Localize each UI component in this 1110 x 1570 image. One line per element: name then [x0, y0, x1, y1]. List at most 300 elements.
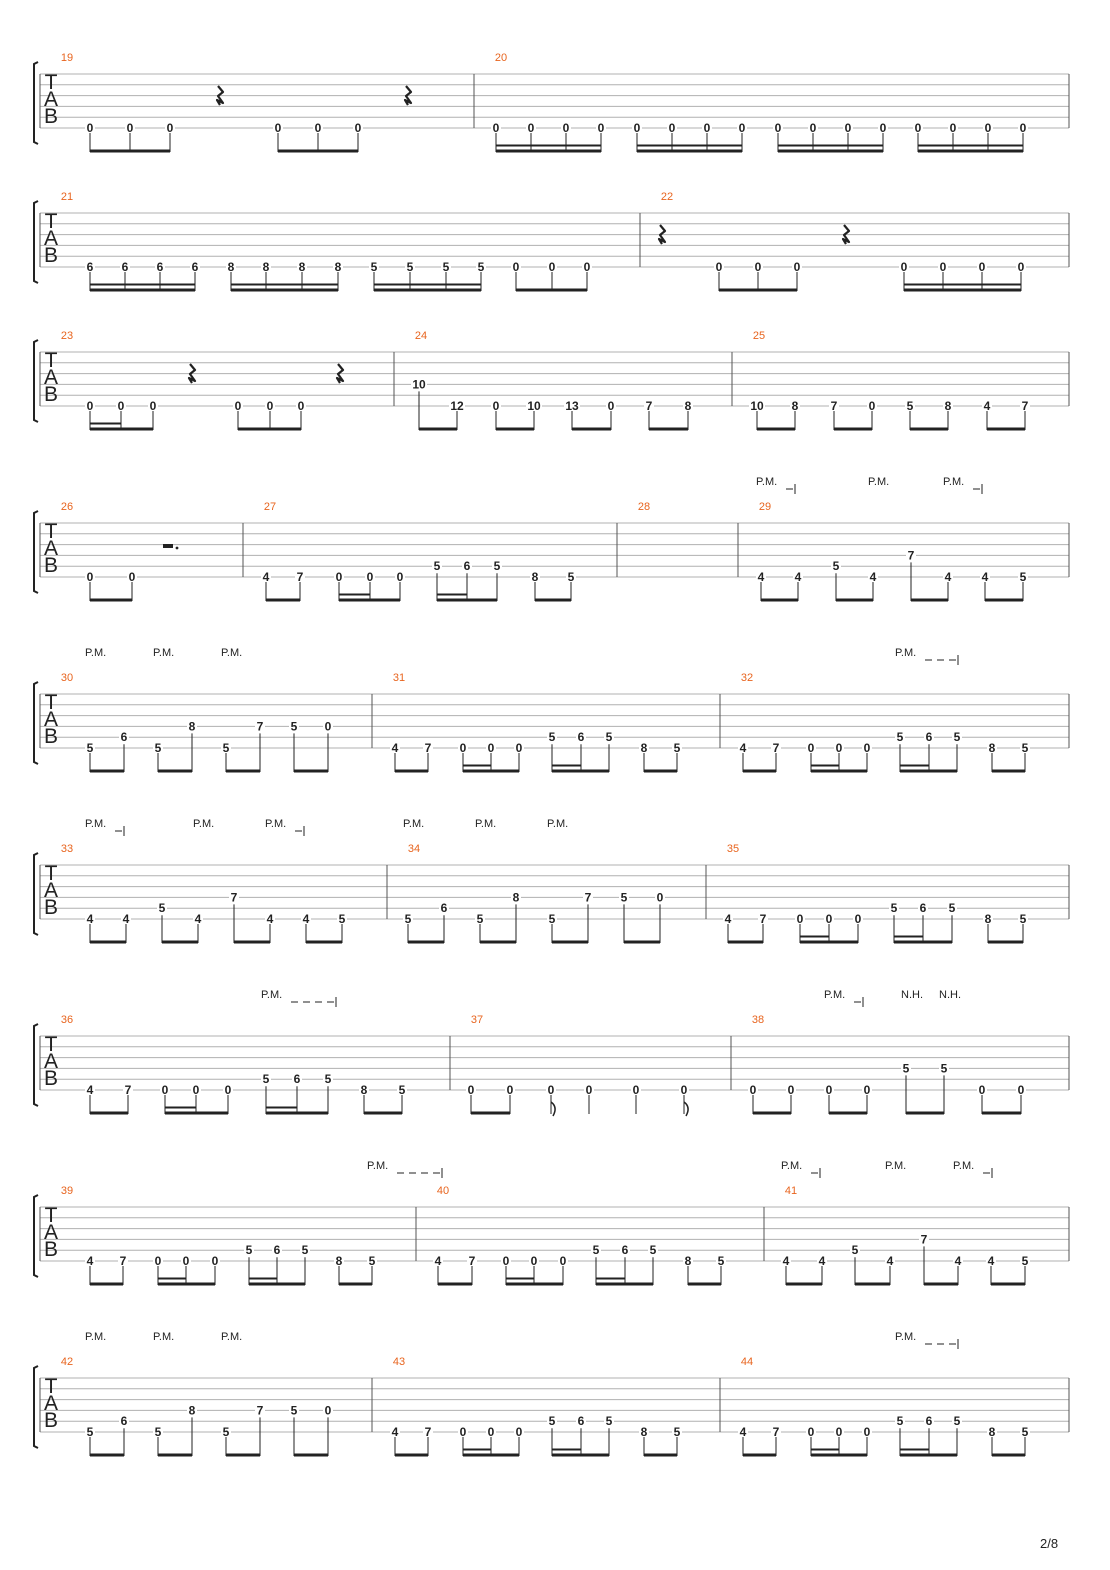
- beam-secondary: [437, 594, 467, 596]
- half-rest-icon: [163, 544, 173, 548]
- measure-number: 43: [392, 1356, 406, 1368]
- fret-number: 0: [1019, 121, 1027, 135]
- fret-number: 8: [640, 1425, 648, 1439]
- beam: [249, 1283, 305, 1286]
- fret-number: 8: [944, 399, 952, 413]
- fret-number: 4: [944, 570, 952, 584]
- beam: [90, 770, 124, 773]
- fret-number: 6: [925, 730, 933, 745]
- beam: [829, 1112, 867, 1115]
- fret-number: 0: [863, 1425, 871, 1439]
- fret-number: 7: [296, 570, 304, 584]
- fret-number: 8: [791, 399, 799, 413]
- tab-system: [34, 52, 1069, 153]
- beam: [987, 428, 1025, 431]
- fret-number: 7: [759, 912, 767, 926]
- measure-28: [638, 501, 650, 513]
- fret-number: 4: [266, 912, 274, 926]
- fret-number: 0: [224, 1083, 232, 1097]
- measure-25: [749, 330, 1030, 431]
- beam: [911, 599, 948, 602]
- fret-number: 0: [633, 121, 641, 135]
- tab-clef-letter: A: [43, 227, 59, 250]
- fret-number: 0: [166, 121, 174, 135]
- fret-number: 8: [298, 260, 306, 274]
- measure-number: 21: [60, 191, 74, 203]
- beam-secondary: [90, 423, 121, 425]
- fret-number: 0: [487, 741, 495, 755]
- beam: [552, 941, 588, 944]
- beam-secondary: [900, 1449, 929, 1451]
- fret-number: 5: [1019, 912, 1027, 926]
- beam: [339, 1283, 372, 1286]
- fret-number: 5: [154, 1425, 162, 1439]
- beam: [753, 1112, 791, 1115]
- fret-number: 8: [227, 260, 235, 274]
- beam: [158, 1283, 215, 1286]
- fret-number: 0: [807, 1425, 815, 1439]
- annotation-pm: P.M.: [953, 1160, 975, 1172]
- fret-number: 5: [477, 260, 485, 274]
- beam: [855, 1283, 890, 1286]
- system-bracket: [34, 853, 38, 935]
- fret-number: 0: [366, 570, 374, 584]
- beam: [894, 941, 952, 944]
- fret-number: 8: [988, 741, 996, 755]
- measure-43: [390, 1356, 682, 1457]
- beam: [834, 428, 872, 431]
- beam: [644, 770, 677, 773]
- fret-number: 8: [188, 1403, 196, 1418]
- beam-secondary: [158, 1278, 186, 1280]
- system-bracket: [34, 682, 38, 764]
- tab-system: [34, 818, 1069, 944]
- beam: [226, 1454, 260, 1457]
- system-bracket: [34, 62, 38, 144]
- tab-clef-letter: T: [44, 210, 58, 233]
- beam: [90, 941, 126, 944]
- tab-clef-letter: T: [44, 862, 58, 885]
- fret-number: 4: [122, 912, 130, 926]
- beam-secondary: [811, 765, 839, 767]
- measure-37: [466, 1014, 689, 1116]
- beam: [552, 770, 609, 773]
- beam: [535, 599, 571, 602]
- fret-number: 5: [896, 1414, 904, 1429]
- tab-clef-letter: B: [43, 1238, 59, 1261]
- measure-36: [61, 1014, 407, 1115]
- fret-number: 4: [391, 1425, 399, 1439]
- annotation-pm: P.M.: [85, 818, 107, 830]
- page-number: 2/8: [1040, 1536, 1059, 1551]
- fret-number: 7: [1021, 399, 1029, 413]
- beam: [374, 289, 481, 292]
- annotation-pm: P.M.: [221, 1331, 243, 1343]
- fret-number: 0: [949, 121, 957, 135]
- fret-number: 0: [234, 399, 242, 413]
- beam: [743, 1454, 776, 1457]
- fret-number: 0: [914, 121, 922, 135]
- fret-number: 0: [583, 260, 591, 274]
- measure-number: 34: [407, 843, 421, 855]
- fret-number: 8: [360, 1083, 368, 1097]
- fret-number: 4: [724, 912, 732, 926]
- fret-number: 7: [907, 548, 915, 563]
- fret-number: 8: [684, 399, 692, 413]
- tab-clef-letter: A: [43, 708, 59, 731]
- beam: [471, 1112, 510, 1115]
- annotation-pm: P.M.: [781, 1160, 803, 1172]
- annotation-pm: P.M.: [265, 818, 287, 830]
- annotation-pm: P.M.: [895, 647, 917, 659]
- beam: [904, 289, 1021, 292]
- beam: [480, 941, 516, 944]
- measure-number: 41: [784, 1185, 798, 1197]
- measure-number: 33: [60, 843, 74, 855]
- beam: [364, 1112, 402, 1115]
- fret-number: 5: [433, 559, 441, 574]
- beam: [90, 1454, 124, 1457]
- fret-number: 0: [825, 1083, 833, 1097]
- measure-39: [61, 1185, 377, 1286]
- tab-clef-letter: T: [44, 691, 58, 714]
- fret-number: 0: [117, 399, 125, 413]
- fret-number: 5: [953, 730, 961, 745]
- fret-number: 0: [512, 260, 520, 274]
- fret-number: 8: [188, 719, 196, 734]
- fret-number: 5: [324, 1072, 332, 1087]
- fret-number: 0: [863, 1083, 871, 1097]
- dot-icon: [176, 547, 179, 550]
- measure-number: 44: [740, 1356, 754, 1368]
- annotation-nh: N.H.: [901, 989, 923, 1001]
- tab-clef-letter: A: [43, 366, 59, 389]
- fret-number: 5: [948, 901, 956, 916]
- eighth-flag-icon: [551, 1102, 555, 1116]
- fret-number: 12: [450, 399, 464, 413]
- fret-number: 7: [124, 1083, 132, 1097]
- beam: [991, 1283, 1025, 1286]
- fret-number: 0: [668, 121, 676, 135]
- fret-number: 4: [987, 1254, 995, 1268]
- beam-secondary: [552, 1449, 581, 1451]
- tab-clef-letter: A: [43, 879, 59, 902]
- fret-number: 0: [149, 399, 157, 413]
- fret-number: 5: [605, 1414, 613, 1429]
- fret-number: 0: [515, 1425, 523, 1439]
- annotation-pm: P.M.: [153, 647, 175, 659]
- beam-secondary: [800, 936, 829, 938]
- tab-clef-letter: T: [44, 349, 58, 372]
- tab-system: [34, 330, 1069, 431]
- fret-number: 0: [796, 912, 804, 926]
- beam: [719, 289, 797, 292]
- fret-number: 0: [314, 121, 322, 135]
- beam: [395, 770, 428, 773]
- fret-number: 4: [981, 570, 989, 584]
- beam: [90, 599, 132, 602]
- fret-number: 7: [830, 399, 838, 413]
- tab-clef-letter: A: [43, 1221, 59, 1244]
- beam: [438, 1283, 472, 1286]
- beam-secondary: [552, 765, 581, 767]
- beam: [238, 428, 301, 431]
- fret-number: 0: [868, 399, 876, 413]
- fret-number: 5: [442, 260, 450, 274]
- fret-number: 0: [793, 260, 801, 274]
- beam: [395, 1454, 428, 1457]
- fret-number: 5: [902, 1061, 910, 1076]
- beam: [231, 289, 338, 292]
- beam-secondary: [596, 1278, 625, 1280]
- tab-clef-letter: T: [44, 1033, 58, 1056]
- fret-number: 0: [192, 1083, 200, 1097]
- fret-number: 5: [1019, 570, 1027, 584]
- measure-32: [738, 672, 1030, 773]
- fret-number: 7: [920, 1232, 928, 1247]
- annotation-pm: P.M.: [221, 647, 243, 659]
- fret-number: 0: [396, 570, 404, 584]
- beam: [496, 428, 534, 431]
- beam: [778, 150, 883, 153]
- fret-number: 5: [290, 1403, 298, 1418]
- fret-number: 0: [527, 121, 535, 135]
- system-bracket: [34, 1195, 38, 1277]
- beam: [158, 770, 192, 773]
- fret-number: 0: [559, 1254, 567, 1268]
- fret-number: 7: [230, 890, 238, 905]
- eighth-flag-icon: [684, 1102, 688, 1116]
- fret-number: 5: [851, 1243, 859, 1258]
- fret-number: 0: [128, 570, 136, 584]
- measure-number: 28: [637, 501, 651, 513]
- beam: [463, 1454, 519, 1457]
- fret-number: 0: [978, 260, 986, 274]
- annotation-pm: P.M.: [943, 476, 965, 488]
- beam: [637, 150, 742, 153]
- measure-20: [491, 52, 1028, 153]
- fret-number: 0: [656, 890, 664, 905]
- fret-number: 0: [984, 121, 992, 135]
- fret-number: 4: [794, 570, 802, 584]
- fret-number: 4: [391, 741, 399, 755]
- fret-number: 5: [1021, 1254, 1029, 1268]
- fret-number: 5: [476, 912, 484, 926]
- beam-secondary: [637, 145, 742, 147]
- beam: [906, 1112, 944, 1115]
- fret-number: 13: [565, 399, 579, 413]
- fret-number: 5: [605, 730, 613, 745]
- measure-number: 30: [60, 672, 74, 684]
- fret-number: 5: [890, 901, 898, 916]
- fret-number: 5: [86, 741, 94, 755]
- fret-number: 8: [531, 570, 539, 584]
- fret-number: 4: [302, 912, 310, 926]
- measure-42: [61, 1356, 333, 1457]
- fret-number: 10: [412, 377, 426, 392]
- tab-clef-letter: B: [43, 1067, 59, 1090]
- fret-number: 0: [738, 121, 746, 135]
- fret-number: 0: [266, 399, 274, 413]
- system-bracket: [34, 1024, 38, 1106]
- fret-number: 5: [592, 1243, 600, 1258]
- beam: [162, 941, 198, 944]
- fret-number: 0: [161, 1083, 169, 1097]
- beam: [572, 428, 611, 431]
- annotation-pm: P.M.: [367, 1160, 389, 1172]
- fret-number: 0: [835, 741, 843, 755]
- fret-number: 0: [492, 399, 500, 413]
- beam: [552, 1454, 609, 1457]
- annotation-pm: P.M.: [403, 818, 425, 830]
- fret-number: 8: [335, 1254, 343, 1268]
- annotation-pm: P.M.: [868, 476, 890, 488]
- fret-number: 0: [585, 1083, 593, 1097]
- measure-number: 38: [751, 1014, 765, 1026]
- beam: [918, 150, 1023, 153]
- beam: [992, 1454, 1025, 1457]
- beam: [294, 770, 328, 773]
- beam: [900, 770, 957, 773]
- beam: [463, 770, 519, 773]
- fret-number: 0: [459, 741, 467, 755]
- fret-number: 0: [900, 260, 908, 274]
- fret-number: 5: [548, 912, 556, 926]
- tab-system: [34, 1160, 1069, 1286]
- fret-number: 0: [547, 1083, 555, 1097]
- fret-number: 5: [673, 741, 681, 755]
- tab-clef-letter: B: [43, 1409, 59, 1432]
- beam: [90, 1283, 123, 1286]
- tab-clef-letter: A: [43, 88, 59, 111]
- fret-number: 7: [256, 719, 264, 734]
- fret-number: 0: [297, 399, 305, 413]
- fret-number: 4: [434, 1254, 442, 1268]
- beam: [624, 941, 660, 944]
- beam-secondary: [778, 145, 883, 147]
- fret-number: 4: [886, 1254, 894, 1268]
- beam: [226, 770, 260, 773]
- fret-number: 5: [368, 1254, 376, 1268]
- tab-clef-letter: B: [43, 554, 59, 577]
- fret-number: 0: [749, 1083, 757, 1097]
- fret-number: 0: [492, 121, 500, 135]
- fret-number: 5: [370, 260, 378, 274]
- beam: [516, 289, 587, 292]
- beam: [339, 599, 400, 602]
- fret-number: 0: [597, 121, 605, 135]
- fret-number: 7: [772, 1425, 780, 1439]
- system-bracket: [34, 511, 38, 593]
- fret-number: 4: [739, 1425, 747, 1439]
- fret-number: 6: [156, 260, 164, 274]
- fret-number: 4: [782, 1254, 790, 1268]
- fret-number: 6: [919, 901, 927, 916]
- beam-secondary: [90, 284, 195, 286]
- beam: [158, 1454, 192, 1457]
- beam-secondary: [904, 284, 1021, 286]
- fret-number: 7: [119, 1254, 127, 1268]
- fret-number: 7: [584, 890, 592, 905]
- fret-number: 8: [684, 1254, 692, 1268]
- fret-number: 5: [548, 730, 556, 745]
- fret-number: 0: [754, 260, 762, 274]
- fret-number: 7: [256, 1403, 264, 1418]
- measure-41: [781, 1185, 1030, 1286]
- measure-21: [61, 191, 592, 292]
- measure-30: [61, 672, 333, 773]
- tab-clef-letter: B: [43, 244, 59, 267]
- measure-number: 20: [494, 52, 508, 64]
- beam: [234, 941, 270, 944]
- fret-number: 4: [194, 912, 202, 926]
- fret-number: 0: [879, 121, 887, 135]
- beam: [266, 1112, 328, 1115]
- fret-number: 6: [463, 559, 471, 574]
- tab-clef-letter: T: [44, 1375, 58, 1398]
- fret-number: 0: [809, 121, 817, 135]
- annotation-pm: P.M.: [85, 1331, 107, 1343]
- tab-system: [34, 191, 1069, 292]
- fret-number: 0: [825, 912, 833, 926]
- fret-number: 5: [262, 1072, 270, 1087]
- fret-number: 0: [607, 399, 615, 413]
- fret-number: 0: [86, 121, 94, 135]
- fret-number: 7: [772, 741, 780, 755]
- fret-number: 0: [939, 260, 947, 274]
- fret-number: 5: [1021, 1425, 1029, 1439]
- annotation-pm: P.M.: [261, 989, 283, 1001]
- fret-number: 0: [835, 1425, 843, 1439]
- fret-number: 8: [988, 1425, 996, 1439]
- fret-number: 5: [493, 559, 501, 574]
- measure-number: 25: [752, 330, 766, 342]
- fret-number: 5: [406, 260, 414, 274]
- fret-number: 7: [468, 1254, 476, 1268]
- measure-number: 39: [60, 1185, 74, 1197]
- fret-number: 0: [515, 741, 523, 755]
- beam-secondary: [463, 1449, 491, 1451]
- beam-secondary: [918, 145, 1023, 147]
- fret-number: 6: [293, 1072, 301, 1087]
- measure-24: [411, 330, 693, 431]
- beam: [644, 1454, 677, 1457]
- fret-number: 4: [262, 570, 270, 584]
- fret-number: 5: [953, 1414, 961, 1429]
- beam-secondary: [249, 1278, 277, 1280]
- fret-number: 8: [984, 912, 992, 926]
- measure-35: [723, 843, 1028, 944]
- fret-number: 5: [338, 912, 346, 926]
- fret-number: 0: [715, 260, 723, 274]
- fret-number: 6: [191, 260, 199, 274]
- tab-clef-letter: T: [44, 71, 58, 94]
- fret-number: 5: [1021, 741, 1029, 755]
- fret-number: 5: [832, 559, 840, 574]
- beam-secondary: [900, 765, 929, 767]
- beam: [900, 1454, 957, 1457]
- measure-number: 23: [60, 330, 74, 342]
- annotation-pm: P.M.: [193, 818, 215, 830]
- fret-number: 0: [807, 741, 815, 755]
- fret-number: 10: [750, 399, 764, 413]
- fret-number: 4: [739, 741, 747, 755]
- fret-number: 0: [632, 1083, 640, 1097]
- measure-34: [403, 843, 665, 944]
- beam: [306, 941, 342, 944]
- beam: [278, 150, 358, 153]
- fret-number: 5: [673, 1425, 681, 1439]
